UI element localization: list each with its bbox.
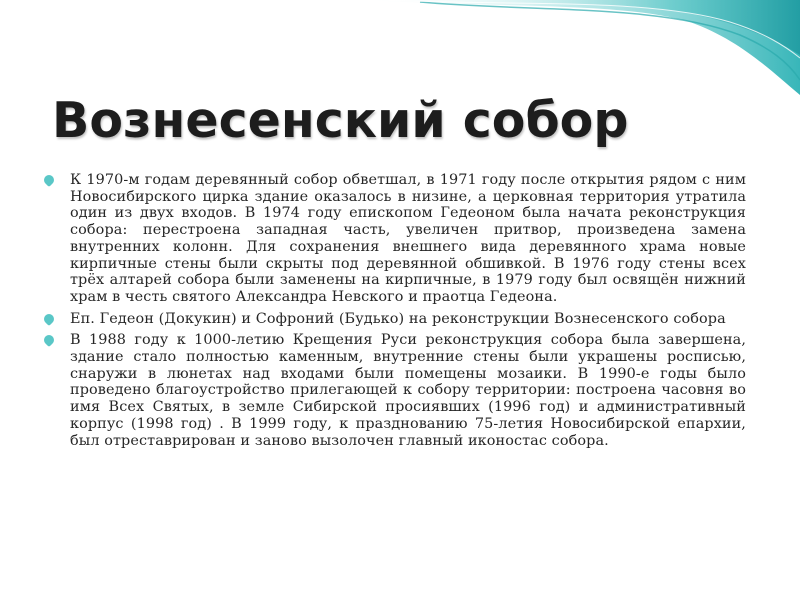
bullet-item bbox=[44, 311, 746, 328]
bullet-item bbox=[44, 172, 746, 306]
bullet-text: В 1988 году к 1000-летию Крещения Руси реконструкция собора была завершена, здание стало полностью каменным, внутренние стены были украшены росписью, снаружи в люнетах над входами были помещены мозаики. В 1990-е годы было проведено благоустройство прилегающей к собору территории: построена часовня во имя Всех Святых, в земле Сибирской просиявших (1996 год) и административный корпус (1998 год) . В 1999 году, к празднованию 75-летия Новосибирской епархии, был отреставрирован и заново вызолочен главный иконостас собора. bbox=[70, 332, 746, 449]
bullet-list bbox=[44, 172, 746, 449]
leaf-bullet-icon bbox=[42, 333, 56, 347]
bullet-text: К 1970-м годам деревянный собор обветшал, в 1971 году после открытия рядом с ним Новосибирского цирка здание оказалось в низине, а церковная территория утратила один из двух входов. В 1974 году епископом Гедеоном была начата реконструкция собора: перестроена западная часть, увеличен притвор, произведена замена внутренних колонн. Для сохранения внешнего вида деревянного храма новые кирпичные стены были скрыты под деревянной обшивкой. В 1976 году стены всех трёх алтарей собора были заменены на кирпичные, в 1979 году был освящён нижний храм в честь святого Александра Невского и праотца Гедеона. bbox=[70, 172, 746, 305]
bullet-item bbox=[44, 332, 746, 449]
leaf-bullet-icon bbox=[42, 173, 56, 187]
slide-body bbox=[44, 172, 746, 454]
bullet-text: Еп. Гедеон (Докукин) и Софроний (Будько) на реконструкции Вознесенского собора bbox=[70, 310, 726, 327]
slide-title: Вознесенский собор bbox=[52, 92, 629, 149]
leaf-bullet-icon bbox=[42, 312, 56, 326]
teal-wave-decoration bbox=[360, 0, 800, 95]
